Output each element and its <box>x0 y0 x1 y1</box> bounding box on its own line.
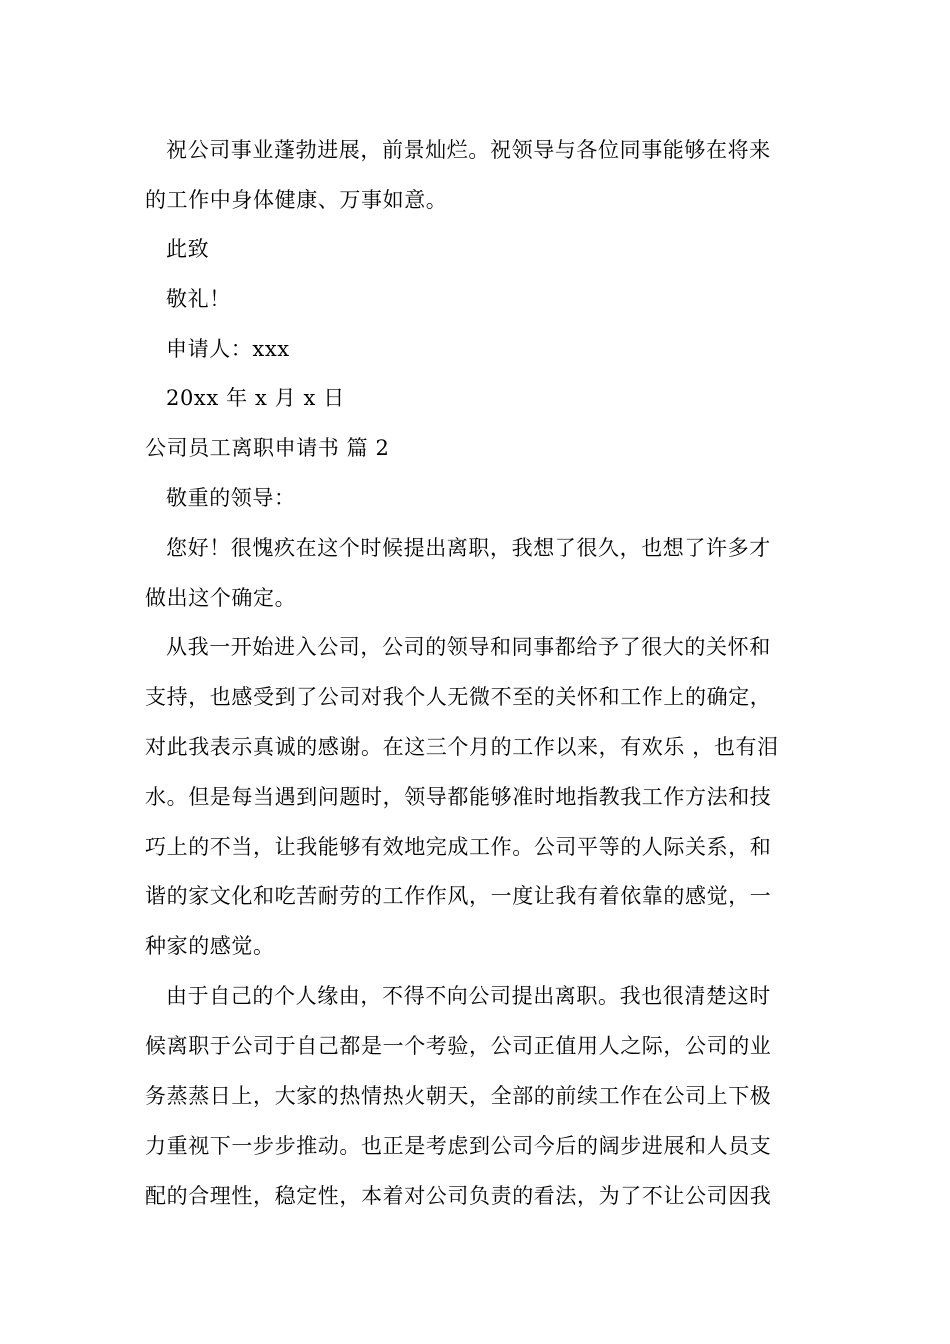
paragraph-line: 水。但是每当遇到问题时，领导都能够准时地指教我工作方法和技 <box>145 785 772 809</box>
closing-regards: 敬礼！ <box>166 287 231 311</box>
paragraph-line: 做出这个确定。 <box>145 586 297 610</box>
letter-date: 20xx 年 x 月 x 日 <box>166 386 345 410</box>
applicant-signature: 申请人：xxx <box>166 337 290 361</box>
paragraph-line: 力重视下一步步推动。也正是考虑到公司今后的阔步进展和人员支 <box>145 1134 772 1158</box>
paragraph-line: 从我一开始进入公司，公司的领导和同事都给予了很大的关怀和 <box>166 635 771 659</box>
paragraph-line: 的工作中身体健康、万事如意。 <box>145 188 448 212</box>
paragraph-line: 对此我表示真诚的感谢。在这三个月的工作以来，有欢乐 ，也有泪 <box>145 735 779 759</box>
paragraph-line: 种家的感觉。 <box>145 934 275 958</box>
paragraph-line: 祝公司事业蓬勃进展，前景灿烂。祝领导与各位同事能够在将来 <box>166 138 771 162</box>
paragraph-line: 务蒸蒸日上，大家的热情热火朝天，全部的前续工作在公司上下极 <box>145 1084 772 1108</box>
paragraph-line: 巧上的不当，让我能够有效地完成工作。公司平等的人际关系，和 <box>145 835 772 859</box>
greeting: 敬重的领导： <box>166 486 296 510</box>
paragraph-line: 支持，也感受到了公司对我个人无微不至的关怀和工作上的确定， <box>145 685 772 709</box>
closing-salutation: 此致 <box>166 237 210 261</box>
paragraph-line: 候离职于公司于自己都是一个考验，公司正值用人之际，公司的业 <box>145 1034 772 1058</box>
paragraph-line: 谐的家文化和吃苦耐劳的工作作风，一度让我有着依靠的感觉，一 <box>145 884 772 908</box>
section-heading: 公司员工离职申请书 篇 2 <box>145 436 390 460</box>
paragraph-line: 由于自己的个人缘由，不得不向公司提出离职。我也很清楚这时 <box>166 984 771 1008</box>
paragraph-line: 配的合理性，稳定性，本着对公司负责的看法，为了不让公司因我 <box>145 1184 772 1208</box>
paragraph-line: 您好！很愧疚在这个时候提出离职，我想了很久，也想了许多才 <box>166 536 771 560</box>
